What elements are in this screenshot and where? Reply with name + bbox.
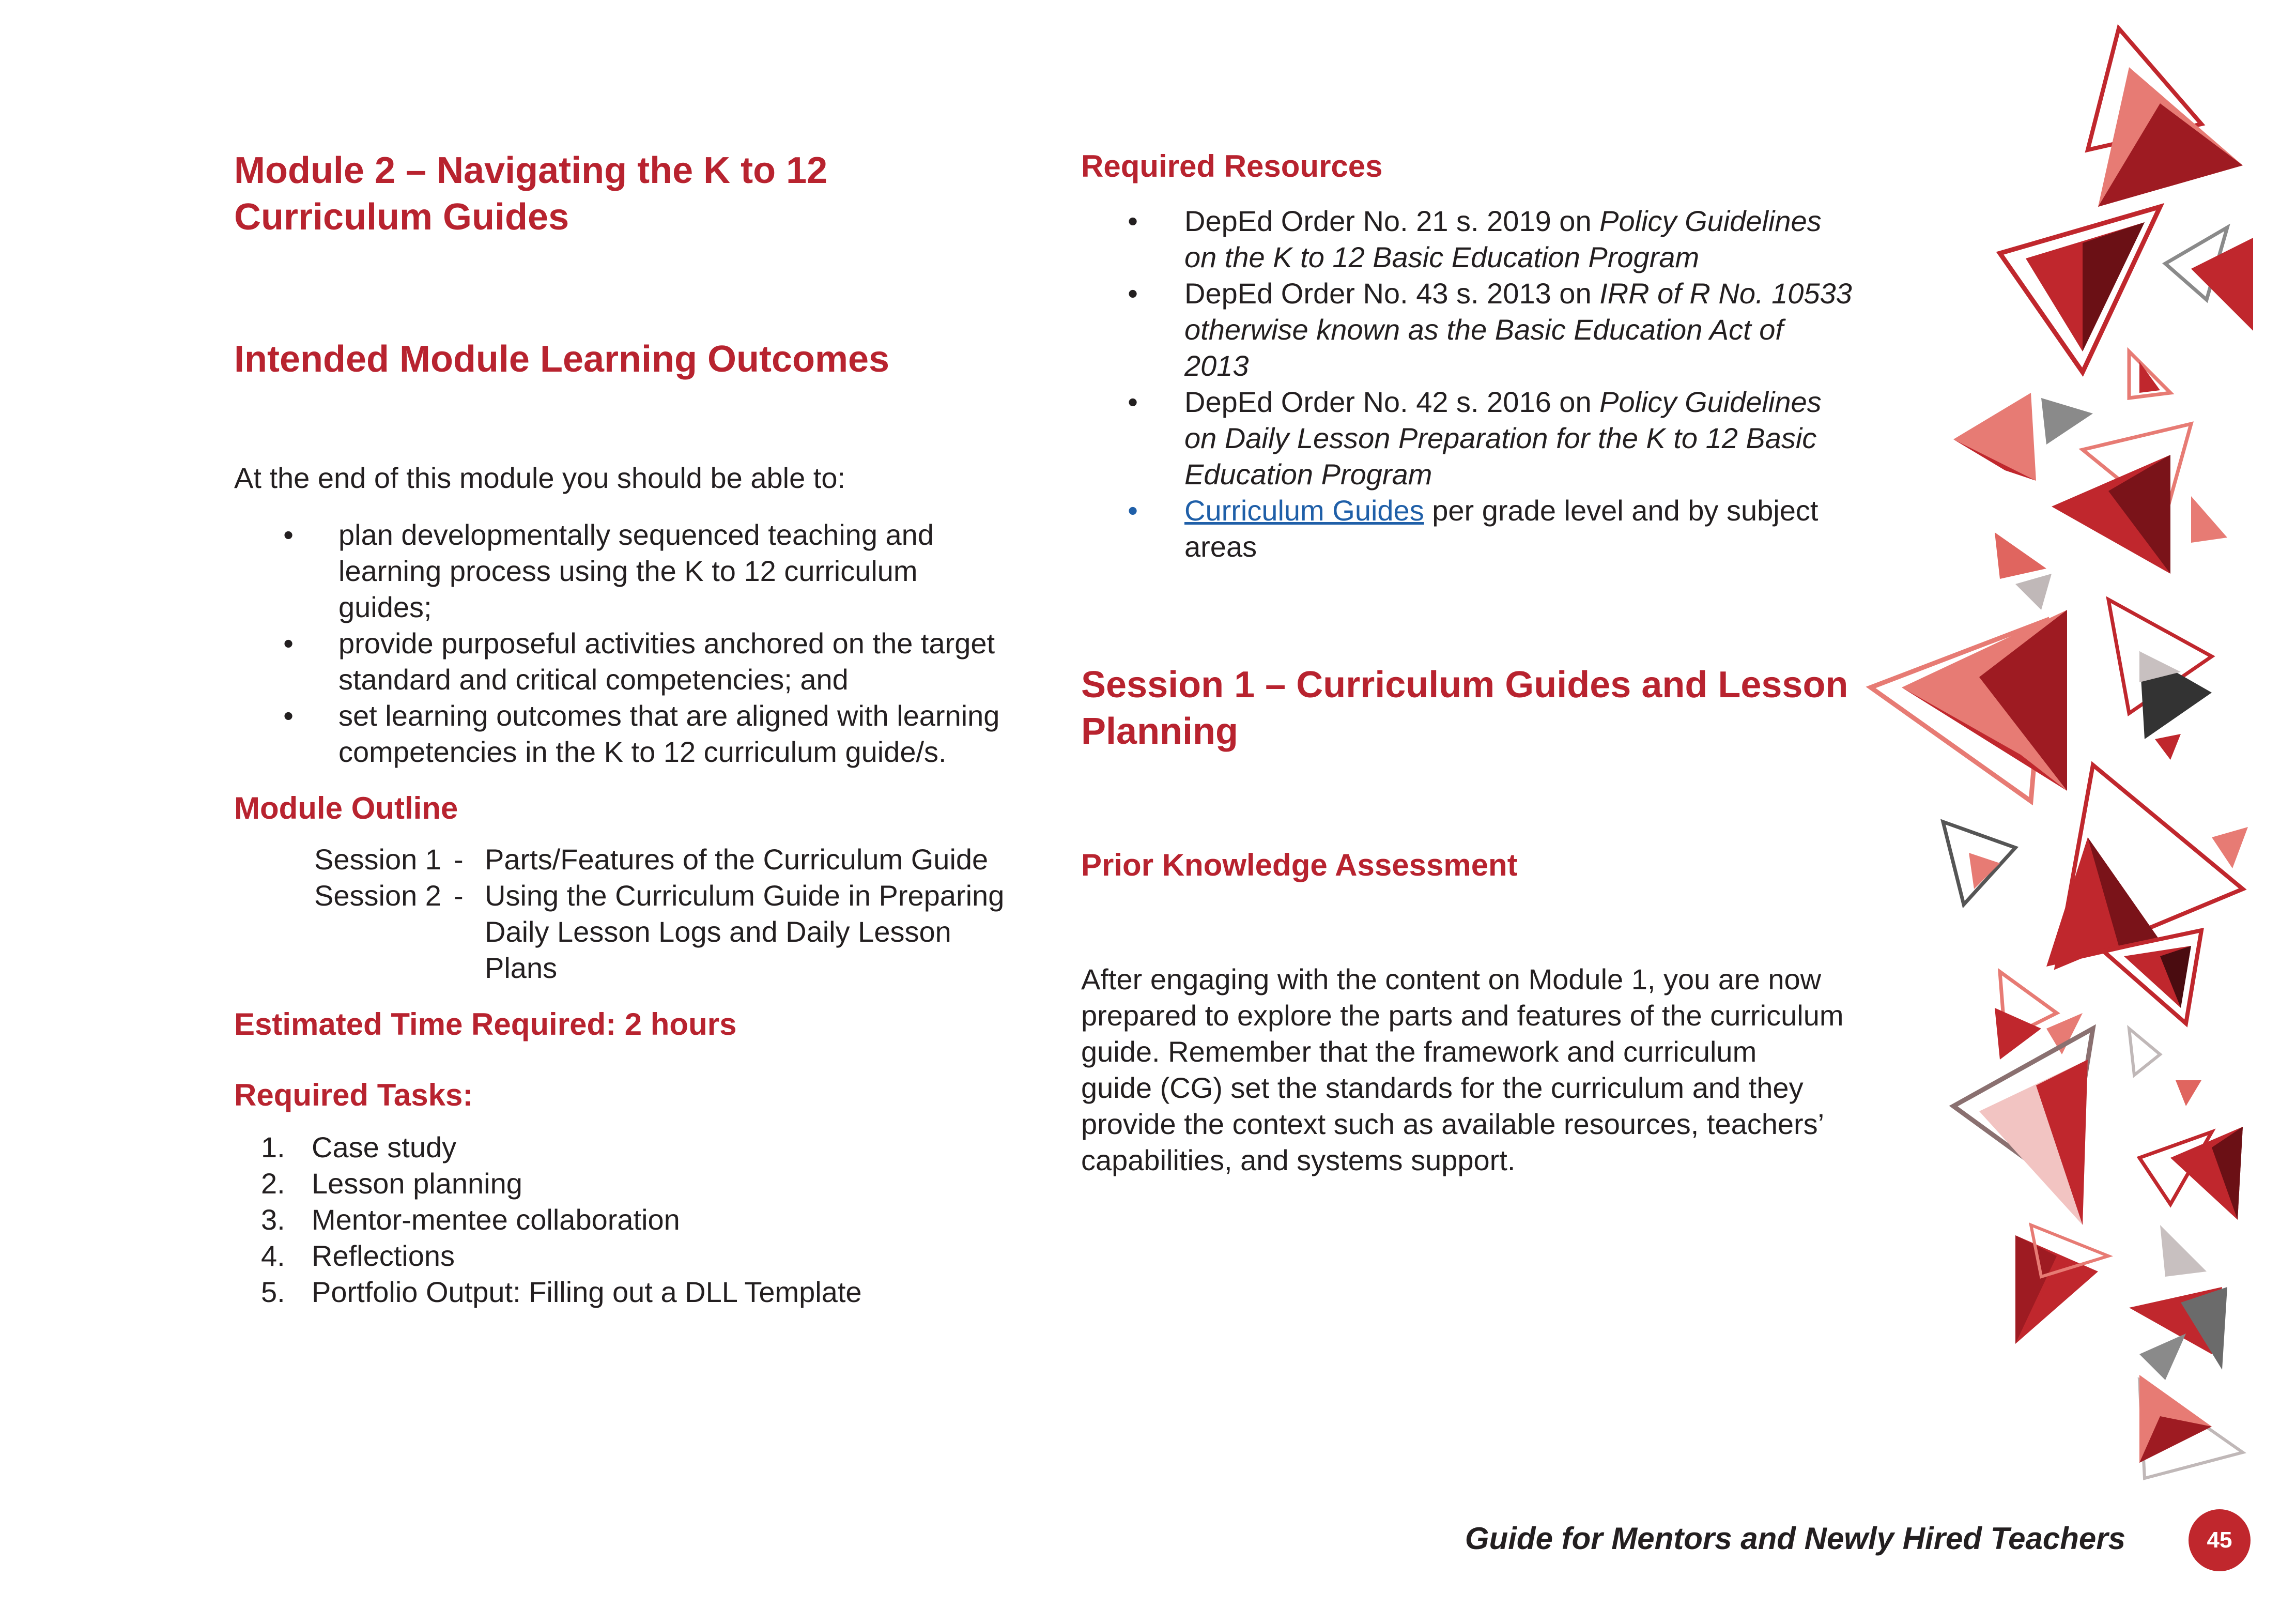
session-heading: Session 1 – Curriculum Guides and Lesson Planning [1081,664,1848,752]
outline-row: Session 2 - Using the Curriculum Guide in Preparing Daily Lesson Logs and Daily Lesson Plans [314,879,1005,984]
resources-list [1125,203,1879,565]
time-heading: Estimated Time Required: 2 hours [234,1007,737,1041]
module-outline [234,841,1061,986]
module-title-line2: Curriculum Guides [234,196,569,238]
list-item: 1. Case study [261,1131,457,1163]
resources-heading: Required Resources [1081,149,1383,183]
outcomes-list [281,517,1045,770]
list-item: • set learning outcomes that are aligned with learning competencies in the K to 12 curriculum guide/s. [283,699,1000,768]
intro-text: At the end of this module you should be able to: [234,462,846,494]
list-item: • DepEd Order No. 42 s. 2016 on Policy Guidelines on Daily Lesson Preparation for the K to 12 Basic Education Program [1128,386,1822,491]
module-title [234,147,827,240]
outline-row: Session 1 - Parts/Features of the Curriculum Guide [314,843,989,876]
prior-knowledge-heading: Prior Knowledge Assessment [1081,848,1518,882]
page-number-badge: 45 [2189,1509,2251,1571]
list-item: 3. Mentor-mentee collaboration [261,1203,680,1236]
list-item: 4. Reflections [261,1239,455,1272]
footer-title: Guide for Mentors and Newly Hired Teachers [1465,1521,2125,1556]
module-title-line1: Module 2 – Navigating the K to 12 [234,150,828,191]
list-item: 2. Lesson planning [261,1167,522,1200]
list-item: 5. Portfolio Output: Filling out a DLL Template [261,1276,862,1308]
outline-heading: Module Outline [234,791,458,825]
list-item: • provide purposeful activities anchored on the target standard and critical competencies; and [283,627,995,696]
list-item: • DepEd Order No. 21 s. 2019 on Policy Guidelines on the K to 12 Basic Education Program [1128,205,1822,273]
outcomes-heading: Intended Module Learning Outcomes [234,339,890,380]
triangle-decoration [1850,0,2296,1499]
list-item: • Curriculum Guides per grade level and by subject areas [1128,494,1819,563]
curriculum-guides-link[interactable]: Curriculum Guides [1184,494,1424,527]
prior-knowledge-paragraph: After engaging with the content on Module 1, you are now prepared to explore the parts and features of the curriculum guide. Remember that the framework and curriculum guide (CG) set the standards for the curriculum and they provide the context such as available resources, teachers’ capabilities, and systems support. [1081,963,1844,1176]
tasks-list [234,1129,1061,1310]
list-item: • DepEd Order No. 43 s. 2013 on IRR of R No. 10533 otherwise known as the Basic Education Act of 2013 [1128,277,1852,382]
list-item: • plan developmentally sequenced teaching and learning process using the K to 12 curriculum guides; [283,518,934,623]
tasks-heading: Required Tasks: [234,1078,473,1112]
